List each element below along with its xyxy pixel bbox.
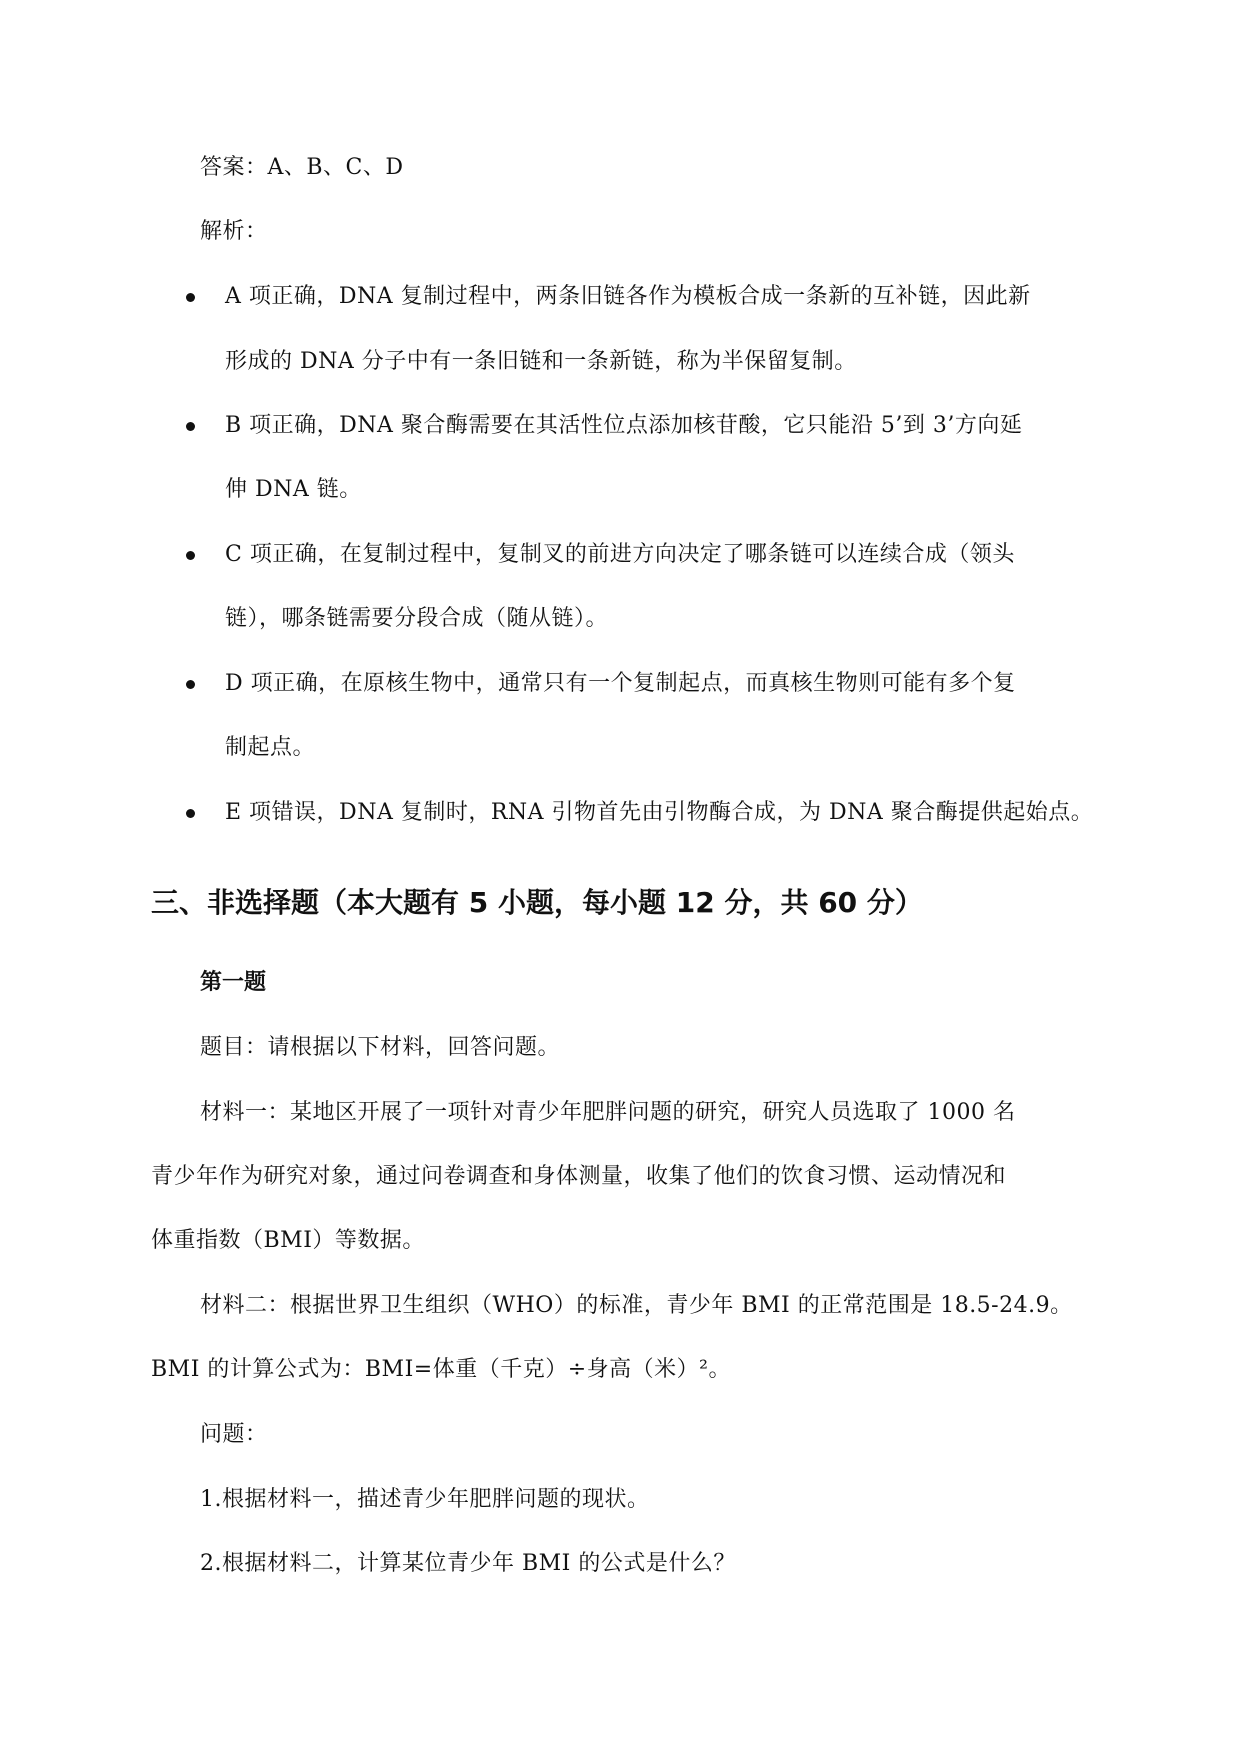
bullet-a-line1: A 项正确，DNA 复制过程中，两条旧链各作为模板合成一条新的互补链，因此新 <box>225 284 1031 309</box>
bullet-dot-c <box>186 551 195 560</box>
bullet-dot-d <box>186 680 195 689</box>
question-1: 1.根据材料一，描述青少年肥胖问题的现状。 <box>200 1487 650 1512</box>
material2-line1: 材料二：根据世界卫生组织（WHO）的标准，青少年 BMI 的正常范围是 18.5-24.9。 <box>200 1293 1073 1318</box>
answer-line: 答案：A、B、C、D <box>200 155 404 180</box>
question-2: 2.根据材料二，计算某位青少年 BMI 的公式是什么？ <box>200 1551 736 1576</box>
material1-line2: 青少年作为研究对象，通过问卷调查和身体测量，收集了他们的饮食习惯、运动情况和 <box>151 1164 1007 1189</box>
bullet-e-line1: E 项错误，DNA 复制时，RNA 引物首先由引物酶合成，为 DNA 聚合酶提供起始点。 <box>225 800 1094 825</box>
bullet-dot-b <box>186 422 195 431</box>
bullet-c-line1: C 项正确，在复制过程中，复制叉的前进方向决定了哪条链可以连续合成（领头 <box>225 542 1015 567</box>
bullet-dot-a <box>186 293 195 302</box>
bullet-dot-e <box>186 809 195 818</box>
bullet-b-line1: B 项正确，DNA 聚合酶需要在其活性位点添加核苷酸，它只能沿 5’到 3’方向延 <box>225 413 1023 438</box>
material1-line1: 材料一：某地区开展了一项针对青少年肥胖问题的研究，研究人员选取了 1000 名 <box>200 1100 1016 1125</box>
questions-label: 问题： <box>200 1422 268 1447</box>
analysis-label: 解析： <box>200 219 268 244</box>
bullet-d-line2: 制起点。 <box>225 735 316 760</box>
question-prompt: 题目：请根据以下材料，回答问题。 <box>200 1035 561 1060</box>
material2-line2: BMI 的计算公式为：BMI=体重（千克）÷身高（米）²。 <box>151 1357 731 1382</box>
section-title: 三、非选择题（本大题有 5 小题，每小题 12 分，共 60 分） <box>151 886 923 919</box>
bullet-b-line2: 伸 DNA 链。 <box>225 477 362 502</box>
bullet-c-line2: 链），哪条链需要分段合成（随从链）。 <box>225 606 609 631</box>
bullet-a-line2: 形成的 DNA 分子中有一条旧链和一条新链，称为半保留复制。 <box>225 349 857 374</box>
material1-line3: 体重指数（BMI）等数据。 <box>151 1228 425 1253</box>
bullet-d-line1: D 项正确，在原核生物中，通常只有一个复制起点，而真核生物则可能有多个复 <box>225 671 1016 696</box>
question-title: 第一题 <box>200 970 267 995</box>
